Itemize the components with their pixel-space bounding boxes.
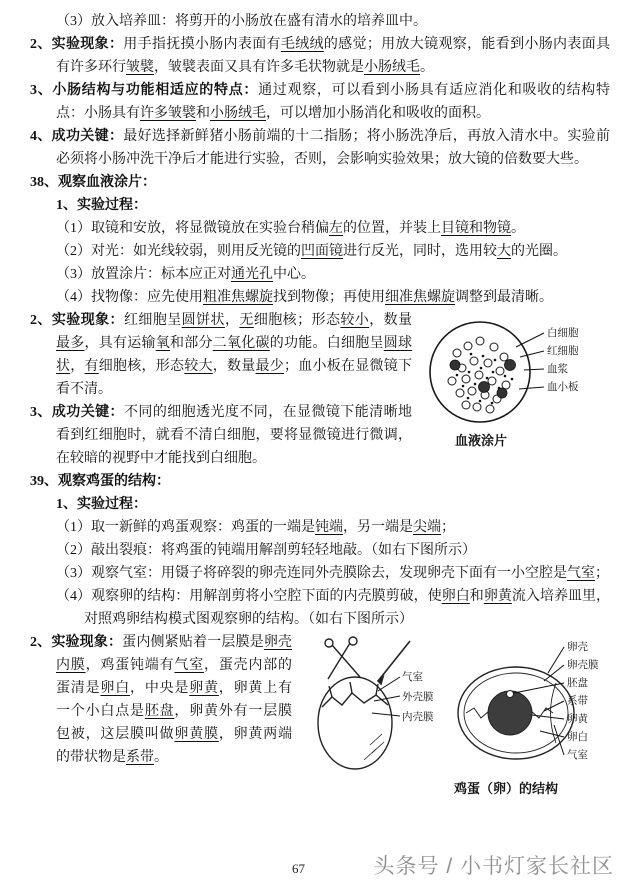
text-run: 3、成功关键：: [30, 405, 124, 420]
label-shell-membrane: 卵壳膜: [567, 659, 599, 671]
text-run: 找到物像；再使用: [273, 290, 385, 305]
text-run: 最少: [255, 359, 284, 374]
text-run: （2）敲出裂痕：将鸡蛋的钝端用解剖剪轻轻地敲。（如右下图所示）: [56, 543, 476, 558]
text-run: 尖端: [413, 520, 441, 535]
section-intestine-tail: [30, 10, 610, 171]
text-run: 的光圈。: [511, 244, 567, 259]
text-run: （4）找物像：应先使用: [56, 290, 203, 305]
section-38-body: [30, 309, 610, 470]
text-run: 细胞核；形态: [253, 313, 341, 328]
text-run: 2、实验现象：: [30, 37, 124, 52]
text-run: ，鸡蛋钝端有: [85, 658, 175, 673]
text-run: ；血小板在显微镜下看不清。: [56, 359, 412, 397]
section-39-head: [30, 470, 610, 631]
text-run: ，中央是: [130, 681, 190, 696]
text-run: 用手指抚摸小肠内表面有: [123, 37, 281, 52]
text-run: 中心。: [273, 267, 315, 282]
text-run: 2、实验现象：: [30, 313, 124, 328]
paragraph: [30, 171, 610, 194]
label-air-cell-left: 气室: [402, 671, 423, 683]
text-run: 左: [329, 221, 343, 236]
text-run: ；: [441, 520, 455, 535]
text-run: （2）对光：如光线较弱，则用反光镜的: [56, 244, 301, 259]
text-run: 较大: [184, 359, 213, 374]
text-run: 的位置，并装上: [343, 221, 441, 236]
text-run: 3、小肠结构与功能相适应的特点：: [30, 83, 259, 98]
watermark: 头条号 / 小书灯家长社区: [373, 855, 614, 878]
text-run: ，皱襞表面又具有许多毛状物就是: [154, 60, 364, 75]
label-air-cell-right: 气室: [567, 749, 588, 761]
text-run: 的功能。白细胞呈: [269, 336, 384, 351]
egg-structure-caption: 鸡蛋（卵）的结构: [453, 781, 558, 796]
text-run: ，卵黄外有一层膜包被，这层膜叫做: [56, 704, 293, 742]
yolk: [488, 691, 532, 736]
text-run: ，: [70, 359, 85, 374]
text-run: 卵白: [100, 681, 131, 696]
text-run: 气室: [567, 566, 595, 581]
text-run: 蛋内侧紧贴着一层膜是: [122, 635, 264, 650]
text-run: ，卵黄两端的带状物是: [56, 727, 293, 765]
label-outer-shell-membrane: 外壳膜: [402, 691, 434, 703]
text-run: 通过观察，可以看到小肠具有适应消化和吸收的结构特点：小肠具有: [56, 83, 610, 121]
paragraph: [56, 493, 610, 516]
text-run: （4）观察卵的结构：用解剖剪将小空腔下面的内壳膜剪破，使: [56, 589, 442, 604]
label-eggshell: 卵壳: [567, 641, 588, 653]
blood-smear-figure: [422, 313, 610, 449]
text-run: 毛绒绒: [280, 37, 324, 52]
text-run: 不同的细胞透光度不同，在显微镜下能清晰地看到红细胞时，就看不清白细胞，要将显微镜进行微调，在较暗的视野中才能找到白细胞。: [56, 405, 413, 466]
text-run: 小肠绒毛: [210, 106, 266, 121]
text-run: 有: [84, 359, 99, 374]
text-run: 二氧化碳: [212, 336, 270, 351]
text-run: 无: [239, 313, 254, 328]
text-run: （3）观察气室：用镊子将碎裂的卵壳连同外壳膜除去，发现卵壳下面有一小空腔是: [56, 566, 567, 581]
text-run: 大: [497, 244, 511, 259]
text-run: 通光孔: [231, 267, 273, 282]
text-run: 1、实验过程：: [56, 198, 147, 213]
text-run: 和: [196, 106, 210, 121]
text-run: ；: [595, 566, 609, 581]
text-run: 卵白: [441, 589, 470, 604]
blood-smear-caption: 血液涂片: [454, 433, 507, 448]
label-albumen: 卵白: [567, 731, 588, 743]
text-run: 最好选择新鲜猪小肠前端的十二指肠；将小肠洗净后，再放入清水中。实验前必须将小肠冲洗干净后才能进行实验，否则，会影响实验效果；放大镜的倍数要大些。: [56, 129, 611, 167]
label-yolk: 卵黄: [567, 713, 588, 725]
section-egg: [30, 470, 610, 799]
blood-smear-svg: [422, 313, 610, 431]
text-run: 目镜和物镜: [441, 221, 511, 236]
text-run: 4、成功关键：: [30, 129, 124, 144]
text-run: 细准焦螺旋: [385, 290, 455, 305]
paragraph: [30, 33, 610, 79]
text-run: 。: [154, 750, 168, 765]
text-run: 氧: [155, 336, 170, 351]
egg-structure-figure: [298, 633, 610, 797]
text-run: 钝端: [315, 520, 343, 535]
paragraph: [56, 516, 610, 539]
text-run: 系带: [126, 750, 154, 765]
text-run: 2、实验现象：: [30, 635, 123, 650]
paragraph: [30, 79, 610, 125]
text-run: 气室: [174, 658, 205, 673]
paragraph: [56, 585, 610, 631]
paragraph: [56, 286, 610, 309]
text-run: 。: [420, 60, 434, 75]
text-run: ，可以增加小肠消化和吸收的面积。: [266, 106, 490, 121]
text-run: 。: [511, 221, 525, 236]
text-run: ，: [224, 313, 240, 328]
text-run: 进行反光，同时，选用较: [343, 244, 497, 259]
paragraph: [56, 240, 610, 263]
text-run: （3）放入培养皿：将剪开的小肠放在盛有清水的培养皿中。: [56, 14, 427, 29]
text-run: 的感觉；用放大镜观察，能看到小肠内表面具有许多环行: [56, 37, 611, 75]
text-run: 卵黄: [189, 681, 219, 696]
text-run: （1）取镜和安放，将显微镜放在实验台稍偏: [56, 221, 329, 236]
text-run: 卵壳内膜: [56, 635, 293, 673]
label-inner-shell-membrane: 内壳膜: [402, 711, 434, 723]
text-run: 粗准焦螺旋: [203, 290, 273, 305]
text-run: 卵黄膜: [174, 727, 219, 742]
paragraph: [56, 562, 610, 585]
cracked-egg: [318, 677, 392, 769]
paragraph: [56, 263, 610, 286]
label-platelet: 血小板: [547, 381, 579, 393]
text-run: 1、实验过程：: [56, 497, 147, 512]
paragraph: [56, 539, 610, 562]
paragraph: [56, 10, 610, 33]
paragraph: [30, 125, 610, 171]
egg-structure-svg: [298, 633, 610, 779]
scissors-icon: [325, 637, 360, 679]
text-run: （3）放置涂片：标本应正对: [56, 267, 231, 282]
label-red-cell: 红细胞: [547, 345, 579, 357]
text-run: ，卵黄上有一个小白点是: [56, 681, 293, 719]
text-run: 小肠绒毛: [364, 60, 420, 75]
text-run: 凹面镜: [301, 244, 343, 259]
label-germinal-disc: 胚盘: [567, 677, 588, 689]
paragraph: [56, 217, 610, 240]
section-blood-smear: [30, 171, 610, 470]
section-38-head: [30, 171, 610, 309]
section-39-body: [30, 631, 610, 799]
text-run: 卵黄: [483, 589, 512, 604]
text-run: ，蛋壳内部的蛋清是: [56, 658, 293, 696]
text-run: 圆饼状: [181, 313, 225, 328]
text-run: 流入培养皿里，对照鸡卵结构模式图观察卵的结构。（如右下图所示）: [84, 589, 611, 627]
blood-smear-drawing: [422, 313, 610, 431]
text-run: 较小: [340, 313, 370, 328]
text-run: 红细胞呈: [123, 313, 182, 328]
paragraph: [30, 470, 610, 493]
text-run: 圆球状: [56, 336, 412, 374]
label-chalaza: 系带: [567, 695, 588, 707]
egg-structure-drawing: [298, 633, 610, 779]
text-run: 最多: [56, 336, 85, 351]
text-run: 细胞核，形态: [98, 359, 185, 374]
text-run: ，另一端是: [343, 520, 413, 535]
text-run: 和部分: [170, 336, 213, 351]
text-run: ，具有运输: [84, 336, 156, 351]
text-run: ，数量: [369, 313, 413, 328]
text-run: 皱襞: [126, 60, 154, 75]
label-white-cell: 白细胞: [547, 327, 579, 339]
text-run: 许多皱襞: [140, 106, 196, 121]
paragraph: [56, 194, 610, 217]
page-footer: [30, 855, 614, 880]
text-run: ，数量: [212, 359, 256, 374]
text-run: 调整到最清晰。: [455, 290, 553, 305]
text-run: （1）取一新鲜的鸡蛋观察：鸡蛋的一端是: [56, 520, 315, 535]
text-run: 39、观察鸡蛋的结构：: [30, 474, 170, 489]
text-run: 胚盘: [144, 704, 175, 719]
text-run: 38、观察血液涂片：: [30, 175, 156, 190]
text-run: 和: [469, 589, 484, 604]
label-plasma: 血浆: [547, 363, 568, 375]
page-number: 67: [292, 861, 305, 876]
